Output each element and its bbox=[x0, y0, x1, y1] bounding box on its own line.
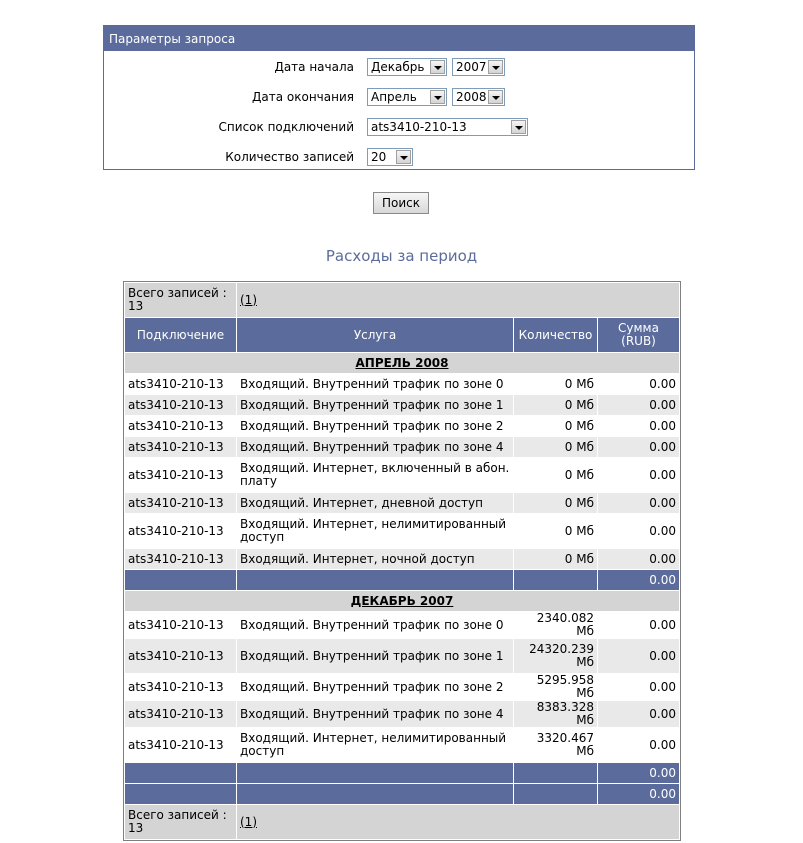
service-cell: Входящий. Интернет, дневной доступ bbox=[237, 493, 514, 514]
sum-cell: 0.00 bbox=[598, 639, 680, 674]
connection-cell: ats3410-210-13 bbox=[125, 437, 237, 458]
table-row bbox=[125, 639, 680, 674]
table-row bbox=[125, 549, 680, 570]
connection-cell: ats3410-210-13 bbox=[125, 639, 237, 674]
table-row bbox=[125, 416, 680, 437]
service-cell: Входящий. Интернет, нелимитированный доступ bbox=[237, 728, 514, 763]
service-cell: Входящий. Внутренний трафик по зоне 4 bbox=[237, 701, 514, 728]
sum-cell: 0.00 bbox=[598, 416, 680, 437]
sum-cell: 0.00 bbox=[598, 395, 680, 416]
connection-cell: ats3410-210-13 bbox=[125, 395, 237, 416]
subtotal-row bbox=[125, 763, 680, 784]
start-date-row bbox=[104, 56, 694, 78]
subtotal-value: 0.00 bbox=[598, 570, 680, 591]
connection-cell: ats3410-210-13 bbox=[125, 701, 237, 728]
connection-cell: ats3410-210-13 bbox=[125, 493, 237, 514]
service-cell: Входящий. Интернет, нелимитированный доступ bbox=[237, 514, 514, 549]
connections-label: Список подключений bbox=[218, 120, 354, 134]
end-month-select[interactable]: Апрель bbox=[367, 88, 447, 106]
service-cell: Входящий. Интернет, ночной доступ bbox=[237, 549, 514, 570]
table-row bbox=[125, 728, 680, 763]
table-row bbox=[125, 458, 680, 493]
records-total-row bbox=[125, 805, 680, 840]
quantity-cell: 0 Мб bbox=[514, 549, 598, 570]
connection-cell: ats3410-210-13 bbox=[125, 458, 237, 493]
page-link[interactable]: (1) bbox=[240, 292, 257, 307]
sum-cell: 0.00 bbox=[598, 612, 680, 639]
chevron-down-icon bbox=[488, 90, 503, 104]
quantity-cell: 2340.082 Мб bbox=[514, 612, 598, 639]
sum-cell: 0.00 bbox=[598, 493, 680, 514]
grand-total-empty bbox=[514, 784, 598, 805]
col-header-service: Услуга bbox=[237, 318, 514, 353]
table-row bbox=[125, 437, 680, 458]
sum-cell: 0.00 bbox=[598, 701, 680, 728]
connection-cell: ats3410-210-13 bbox=[125, 416, 237, 437]
subtotal-row bbox=[125, 570, 680, 591]
quantity-cell: 3320.467 Мб bbox=[514, 728, 598, 763]
connection-cell: ats3410-210-13 bbox=[125, 549, 237, 570]
records-total-row bbox=[125, 283, 680, 318]
month-label: ДЕКАБРЬ 2007 bbox=[125, 591, 680, 612]
quantity-cell: 0 Мб bbox=[514, 416, 598, 437]
col-header-sum: Сумма (RUB) bbox=[598, 318, 680, 353]
sum-cell: 0.00 bbox=[598, 458, 680, 493]
quantity-cell: 0 Мб bbox=[514, 493, 598, 514]
quantity-cell: 24320.239 Мб bbox=[514, 639, 598, 674]
quantity-cell: 0 Мб bbox=[514, 458, 598, 493]
connection-cell: ats3410-210-13 bbox=[125, 612, 237, 639]
quantity-cell: 0 Мб bbox=[514, 395, 598, 416]
sum-cell: 0.00 bbox=[598, 374, 680, 395]
col-header-connection: Подключение bbox=[125, 318, 237, 353]
quantity-cell: 0 Мб bbox=[514, 374, 598, 395]
table-row bbox=[125, 374, 680, 395]
grand-total-empty bbox=[125, 784, 237, 805]
col-header-quantity: Количество bbox=[514, 318, 598, 353]
chevron-down-icon bbox=[396, 150, 411, 164]
pagination bbox=[237, 805, 680, 840]
chevron-down-icon bbox=[488, 60, 503, 74]
records-total-label: Всего записей : 13 bbox=[125, 805, 237, 840]
chevron-down-icon bbox=[511, 120, 526, 134]
sum-cell: 0.00 bbox=[598, 514, 680, 549]
connections-select[interactable]: ats3410-210-13 bbox=[367, 118, 528, 136]
sum-cell: 0.00 bbox=[598, 437, 680, 458]
service-cell: Входящий. Внутренний трафик по зоне 1 bbox=[237, 395, 514, 416]
search-button[interactable]: Поиск bbox=[373, 192, 429, 214]
connection-cell: ats3410-210-13 bbox=[125, 728, 237, 763]
connection-cell: ats3410-210-13 bbox=[125, 674, 237, 701]
service-cell: Входящий. Внутренний трафик по зоне 4 bbox=[237, 437, 514, 458]
quantity-cell: 8383.328 Мб bbox=[514, 701, 598, 728]
chevron-down-icon bbox=[430, 90, 445, 104]
sum-cell: 0.00 bbox=[598, 549, 680, 570]
sum-cell: 0.00 bbox=[598, 728, 680, 763]
subtotal-empty bbox=[237, 570, 514, 591]
pagination bbox=[237, 283, 680, 318]
subtotal-value: 0.00 bbox=[598, 763, 680, 784]
subtotal-empty bbox=[514, 570, 598, 591]
subtotal-empty bbox=[237, 763, 514, 784]
month-group-header bbox=[125, 591, 680, 612]
service-cell: Входящий. Внутренний трафик по зоне 2 bbox=[237, 674, 514, 701]
query-params-panel bbox=[103, 25, 695, 170]
grand-total-row bbox=[125, 784, 680, 805]
panel-title: Параметры запроса bbox=[104, 26, 694, 51]
records-count-row bbox=[104, 146, 694, 168]
table-row bbox=[125, 612, 680, 639]
table-row bbox=[125, 493, 680, 514]
service-cell: Входящий. Внутренний трафик по зоне 2 bbox=[237, 416, 514, 437]
quantity-cell: 0 Мб bbox=[514, 514, 598, 549]
start-month-select[interactable]: Декабрь bbox=[367, 58, 447, 76]
service-cell: Входящий. Внутренний трафик по зоне 1 bbox=[237, 639, 514, 674]
subtotal-empty bbox=[125, 570, 237, 591]
page-link[interactable]: (1) bbox=[240, 814, 257, 829]
table-row bbox=[125, 701, 680, 728]
subtotal-empty bbox=[125, 763, 237, 784]
table-row bbox=[125, 395, 680, 416]
table-row bbox=[125, 514, 680, 549]
report-title: Расходы за период bbox=[325, 247, 478, 265]
grand-total-empty bbox=[237, 784, 514, 805]
records-count-label: Количество записей bbox=[225, 150, 354, 164]
connections-row bbox=[104, 116, 694, 138]
table-row bbox=[125, 674, 680, 701]
quantity-cell: 5295.958 Мб bbox=[514, 674, 598, 701]
chevron-down-icon bbox=[430, 60, 445, 74]
end-date-row bbox=[104, 86, 694, 108]
service-cell: Входящий. Внутренний трафик по зоне 0 bbox=[237, 374, 514, 395]
start-date-label: Дата начала bbox=[274, 60, 354, 74]
connection-cell: ats3410-210-13 bbox=[125, 374, 237, 395]
sum-cell: 0.00 bbox=[598, 674, 680, 701]
end-year-select[interactable]: 2008 bbox=[452, 88, 505, 106]
records-count-select[interactable]: 20 bbox=[367, 148, 413, 166]
table-header bbox=[125, 318, 680, 353]
quantity-cell: 0 Мб bbox=[514, 437, 598, 458]
grand-total-value: 0.00 bbox=[598, 784, 680, 805]
month-group-header bbox=[125, 353, 680, 374]
expenses-table bbox=[124, 282, 680, 840]
service-cell: Входящий. Внутренний трафик по зоне 0 bbox=[237, 612, 514, 639]
month-label: АПРЕЛЬ 2008 bbox=[125, 353, 680, 374]
connection-cell: ats3410-210-13 bbox=[125, 514, 237, 549]
records-total-label: Всего записей : 13 bbox=[125, 283, 237, 318]
service-cell: Входящий. Интернет, включенный в абон. плату bbox=[237, 458, 514, 493]
subtotal-empty bbox=[514, 763, 598, 784]
start-year-select[interactable]: 2007 bbox=[452, 58, 505, 76]
end-date-label: Дата окончания bbox=[252, 90, 354, 104]
